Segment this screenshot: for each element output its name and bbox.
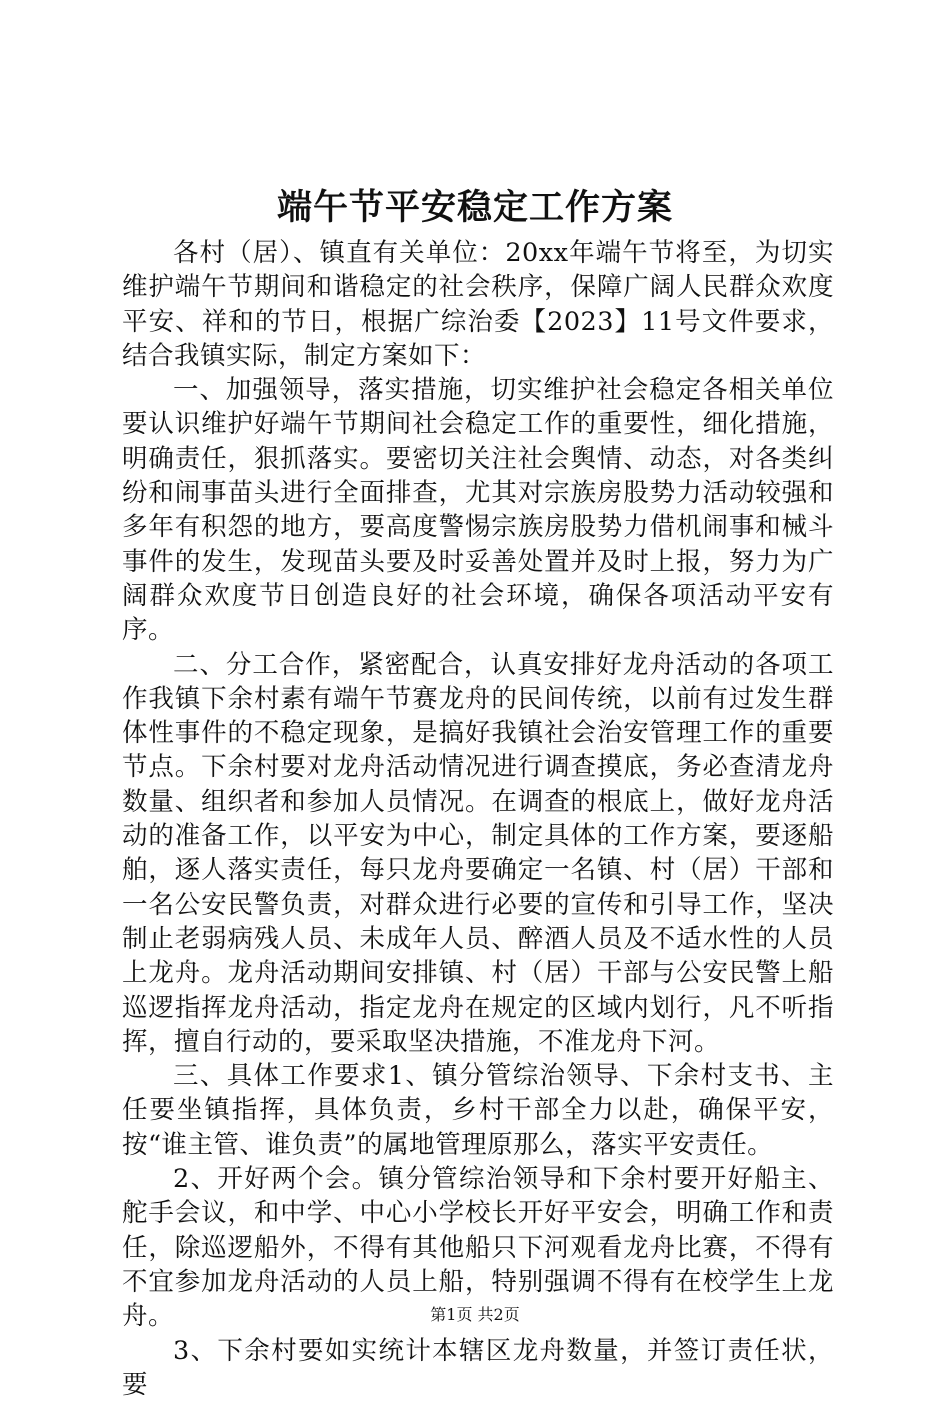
paragraph-section-2: 二、分工合作，紧密配合，认真安排好龙舟活动的各项工作我镇下余村素有端午节赛龙舟的民间传统，以前有过发生群体性事件的不稳定现象，是搞好我镇社会治安管理工作的重要节点。下余村要对龙舟活动情况进行调查摸底，务必查清龙舟数量、组织者和参加人员情况。在调查的根底上，做好龙舟活动的准备工作，以平安为中心，制定具体的工作方案，要逐船舶，逐人落实责任，每只龙舟要确定一名镇、村（居）干部和一名公安民警负责，对群众进行必要的宣传和引导工作，坚决制止老弱病残人员、未成年人员、醉酒人员及不适水性的人员上龙舟。龙舟活动期间安排镇、村（居）干部与公安民警上船巡逻指挥龙舟活动，指定龙舟在规定的区域内划行，凡不听指挥，擅自行动的，要采取坚决措施，不准龙舟下河。	[122, 648, 834, 1060]
paragraph-section-3: 三、具体工作要求1、镇分管综治领导、下余村支书、主任要坐镇指挥，具体负责，乡村干部全力以赴，确保平安，按“谁主管、谁负责”的属地管理原那么，落实平安责任。	[122, 1059, 834, 1162]
page-footer: 第1页 共2页	[0, 1304, 950, 1326]
paragraph-item-3: 3、下余村要如实统计本辖区龙舟数量，并签订责任状，要	[122, 1334, 834, 1402]
paragraph-item-2: 2、开好两个会。镇分管综治领导和下余村要开好船主、舵手会议，和中学、中心小学校长开好平安会，明确工作和责任，除巡逻船外，不得有其他船只下河观看龙舟比赛，不得有不宜参加龙舟活动的人员上船，特别强调不得有在校学生上龙舟。	[122, 1162, 834, 1333]
paragraph-section-1: 一、加强领导，落实措施，切实维护社会稳定各相关单位要认识维护好端午节期间社会稳定工作的重要性，细化措施，明确责任，狠抓落实。要密切关注社会舆情、动态，对各类纠纷和闹事苗头进行全面排查，尤其对宗族房股势力活动较强和多年有积怨的地方，要高度警惕宗族房股势力借机闹事和械斗事件的发生，发现苗头要及时妥善处置并及时上报，努力为广阔群众欢度节日创造良好的社会环境，确保各项活动平安有序。	[122, 373, 834, 647]
document-title: 端午节平安稳定工作方案	[0, 183, 950, 233]
paragraph-intro: 各村（居）、镇直有关单位：20xx年端午节将至，为切实维护端午节期间和谐稳定的社会秩序，保障广阔人民群众欢度平安、祥和的节日，根据广综治委【2023】11号文件要求，结合我镇实际，制定方案如下：	[122, 236, 834, 373]
document-body	[122, 236, 834, 1402]
